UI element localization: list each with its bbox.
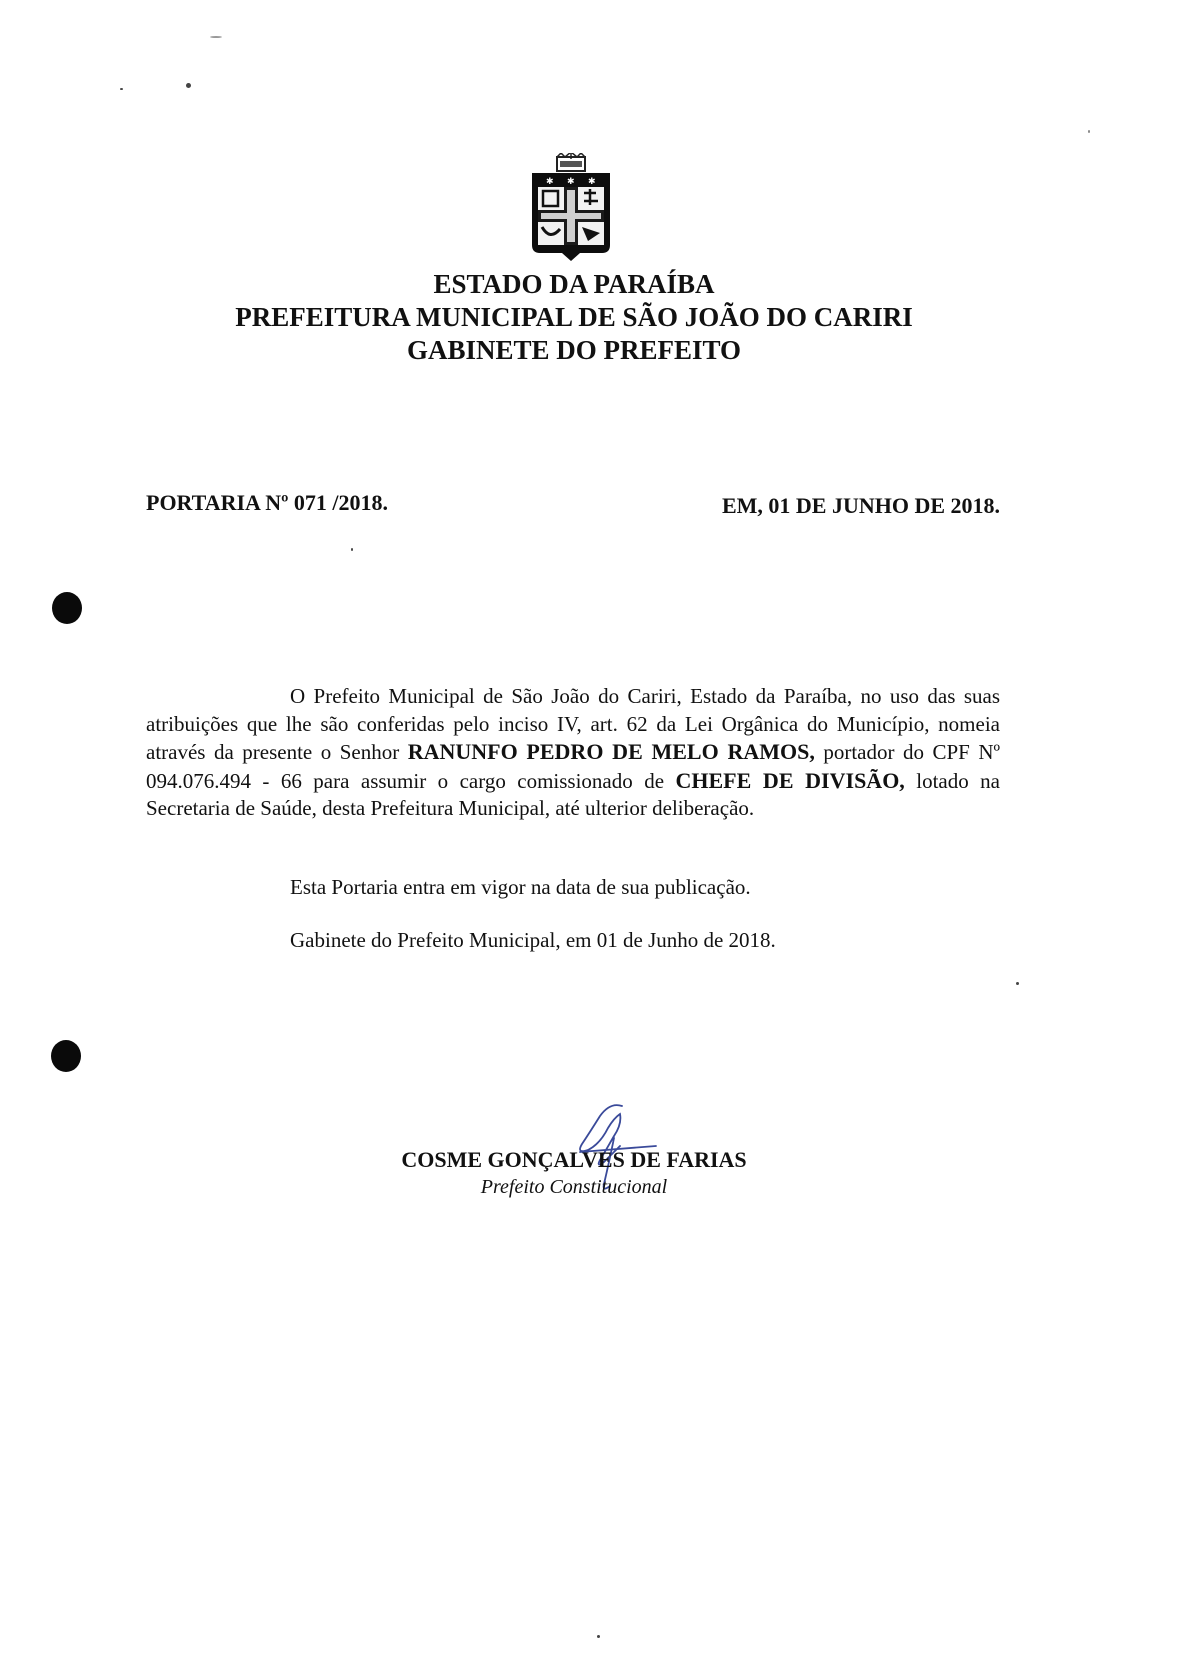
body-text-1: O Prefeito Municipal de São João do Cariri, Estado da Paraíba, no uso das suas atribuições que lhe são conferidas pelo inciso IV, art. 62 da Lei Orgânica do Município, nomeia através da presente o Senhor (146, 684, 1000, 764)
header-municipality: PREFEITURA MUNICIPAL DE SÃO JOÃO DO CARIRI (235, 302, 913, 332)
scan-speck (1088, 130, 1090, 133)
punch-hole (51, 1040, 81, 1072)
scan-speck (186, 83, 191, 88)
svg-text:✱: ✱ (546, 177, 554, 187)
header-office: GABINETE DO PREFEITO (406, 335, 742, 365)
svg-text:✱: ✱ (588, 177, 596, 187)
body-text-2: portador do CPF Nº 094.076.494 - 66 para assumir o cargo comissionado de (146, 740, 1000, 793)
portaria-number: PORTARIA Nº 071 /2018. (146, 490, 388, 515)
scan-speck (351, 548, 353, 551)
punch-hole (52, 592, 82, 624)
signer-title: Prefeito Constitucional (480, 1176, 668, 1198)
closing-paragraph: Gabinete do Prefeito Municipal, em 01 de Junho de 2018. (290, 928, 776, 952)
appointee-name: RANUNFO PEDRO DE MELO RAMOS, (407, 739, 815, 764)
scan-speck (1016, 982, 1019, 985)
body-paragraph (146, 683, 1000, 823)
coat-of-arms-icon (526, 153, 616, 265)
appointed-role: CHEFE DE DIVISÃO, (675, 767, 905, 793)
scan-speck (120, 88, 123, 90)
effective-date-paragraph: Esta Portaria entra em vigor na data de sua publicação. (290, 875, 751, 899)
body-text-3: lotado na Secretaria de Saúde, desta Prefeitura Municipal, até ulterior deliberação. (146, 768, 1000, 820)
svg-text:✱: ✱ (567, 177, 575, 187)
header-state: ESTADO DA PARAÍBA (433, 269, 715, 299)
signer-name: COSME GONÇALVES DE FARIAS (401, 1147, 747, 1172)
document-header (0, 268, 1148, 367)
scan-speck (210, 36, 222, 38)
portaria-date: EM, 01 DE JUNHO DE 2018. (721, 493, 1000, 518)
scan-speck (597, 1635, 600, 1638)
